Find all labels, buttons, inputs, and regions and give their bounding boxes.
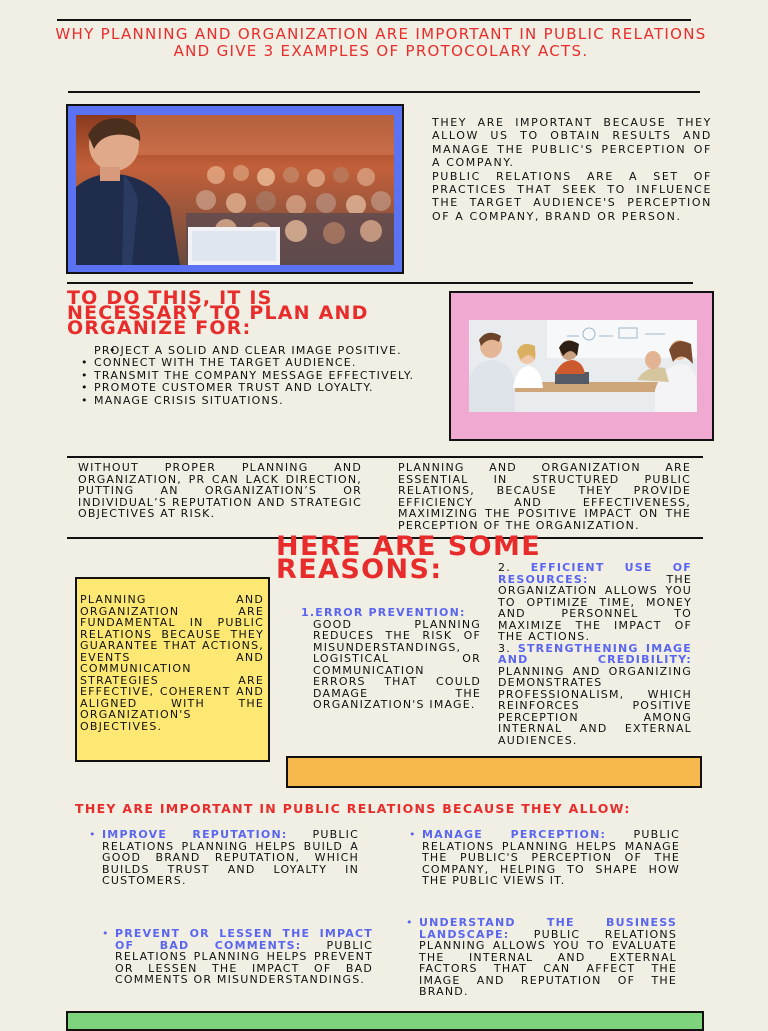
list-item: • PROJECT A SOLID AND CLEAR IMAGE POSITIVE. xyxy=(66,345,420,357)
allow-item-business-landscape xyxy=(406,916,677,998)
reason-label: EFFICIENT USE OF RESOURCES: xyxy=(498,561,692,586)
reason-text: GOOD PLANNING REDUCES THE RISK OF MISUNDERSTANDINGS, LOGISTICAL OR COMMUNICATION ERRORS THAT COULD DAMAGE THE ORGANIZATION'S IMAGE. xyxy=(313,617,481,711)
list-item: • MANAGE CRISIS SITUATIONS. xyxy=(66,395,420,407)
reason-efficient-resources xyxy=(498,562,692,643)
meeting-photo-frame xyxy=(449,291,714,441)
bullet-icon: • xyxy=(406,916,414,929)
reason-text: PLANNING AND ORGANIZING DEMONSTRATES PROFESSIONALISM, WHICH REINFORCES POSITIVE PERCEPTION AMONG INTERNAL AND EXTERNAL AUDIENCES. xyxy=(498,664,692,747)
top-rule xyxy=(57,19,691,21)
list-item: • TRANSMIT THE COMPANY MESSAGE EFFECTIVELY. xyxy=(66,370,420,382)
orange-bar xyxy=(286,756,702,788)
without-planning-text: WITHOUT PROPER PLANNING AND ORGANIZATION, PR CAN LACK DIRECTION, PUTTING AN ORGANIZATION’S OR INDIVIDUAL’S REPUTATION AND STRATEGIC OBJECTIVES AT RISK. xyxy=(78,461,362,520)
list-item: • PROMOTE CUSTOMER TRUST AND LOYALTY. xyxy=(66,382,420,394)
allow-text: PUBLIC RELATIONS PLANNING HELPS MANAGE THE PUBLIC'S PERCEPTION OF THE COMPANY, HELPING TO SHAPE HOW THE PUBLIC VIEWS IT. xyxy=(422,828,680,887)
plan-heading: TO DO THIS, IT IS NECESSARY TO PLAN AND ORGANIZE FOR: xyxy=(67,287,369,339)
bullet-icon: • xyxy=(89,828,97,841)
reasons-column xyxy=(498,562,692,746)
intro-paragraph-1: THEY ARE IMPORTANT BECAUSE THEY ALLOW US TO OBTAIN RESULTS AND MANAGE THE PUBLIC'S PERCEPTION OF A COMPANY. xyxy=(432,116,712,170)
page-title: WHY PLANNING AND ORGANIZATION ARE IMPORTANT IN PUBLIC RELATIONS AND GIVE 3 EXAMPLES OF PROTOCOLARY ACTS. xyxy=(55,25,707,60)
allow-item-prevent-bad-comments xyxy=(102,927,373,986)
reason-number: 2. xyxy=(498,561,511,574)
bullet-icon: • xyxy=(409,828,417,841)
allow-item-manage-perception xyxy=(409,828,680,887)
fundamental-text: PLANNING AND ORGANIZATION ARE FUNDAMENTAL IN PUBLIC RELATIONS BECAUSE THEY GUARANTEE THAT ACTIONS, EVENTS AND COMMUNICATION STRATEGIES ARE EFFECTIVE, COHERENT AND ALIGNED WITH THE ORGANIZATION'S OBJECTIVES. xyxy=(80,593,264,733)
intro-text xyxy=(432,116,712,223)
reason-error-prevention xyxy=(301,607,481,711)
intro-paragraph-2: PUBLIC RELATIONS ARE A SET OF PRACTICES THAT SEEK TO INFLUENCE THE TARGET AUDIENCE'S PERCEPTION OF A COMPANY, BRAND OR PERSON. xyxy=(432,169,712,223)
section-rule-1 xyxy=(67,282,693,284)
section-rule-2 xyxy=(67,456,703,458)
title-rule xyxy=(68,91,700,93)
allow-text: PUBLIC RELATIONS PLANNING ALLOWS YOU TO EVALUATE THE INTERNAL AND EXTERNAL FACTORS THAT CAN AFFECT THE IMAGE AND REPUTATION OF THE BRAND. xyxy=(419,927,677,998)
conference-photo xyxy=(76,115,394,265)
meeting-photo xyxy=(469,320,697,412)
reason-label: STRENGTHENING IMAGE AND CREDIBILITY: xyxy=(498,641,693,666)
allow-text: PUBLIC RELATIONS PLANNING HELPS PREVENT OR LESSEN THE IMPACT OF BAD COMMENTS OR MISUNDERSTANDINGS. xyxy=(115,938,373,986)
conference-photo-frame xyxy=(66,104,404,274)
list-item: • CONNECT WITH THE TARGET AUDIENCE. xyxy=(66,357,420,369)
allow-label: PREVENT OR LESSEN THE IMPACT OF BAD COMMENTS: xyxy=(115,927,373,952)
reason-number: 3. xyxy=(498,641,511,655)
plan-list xyxy=(66,345,420,407)
bullet-icon: • xyxy=(102,927,110,940)
reason-label: 1.ERROR PREVENTION: xyxy=(301,606,466,619)
reason-strengthening-image xyxy=(498,643,692,747)
reason-text: THE ORGANIZATION ALLOWS YOU TO OPTIMIZE TIME, MONEY AND PERSONNEL TO MAXIMIZE THE IMPACT OF THE ACTIONS. xyxy=(498,572,692,643)
allow-heading: THEY ARE IMPORTANT IN PUBLIC RELATIONS BECAUSE THEY ALLOW: xyxy=(75,801,631,816)
reasons-heading: HERE ARE SOME REASONS: xyxy=(276,531,542,585)
green-bar xyxy=(66,1011,704,1031)
allow-item-improve-reputation xyxy=(89,828,359,887)
allow-text: PUBLIC RELATIONS PLANNING HELPS BUILD A GOOD BRAND REPUTATION, WHICH BUILDS TRUST AND LOYALTY IN CUSTOMERS. xyxy=(102,828,359,887)
allow-label: UNDERSTAND THE BUSINESS LANDSCAPE: xyxy=(419,916,677,941)
allow-label: IMPROVE REPUTATION: xyxy=(102,828,288,841)
allow-label: MANAGE PERCEPTION: xyxy=(422,828,607,841)
essential-text: PLANNING AND ORGANIZATION ARE ESSENTIAL IN STRUCTURED PUBLIC RELATIONS, BECAUSE THEY PROVIDE EFFICIENCY AND EFFECTIVENESS, MAXIMIZING THE POSITIVE IMPACT ON THE PERCEPTION OF THE ORGANIZATION. xyxy=(398,461,691,532)
